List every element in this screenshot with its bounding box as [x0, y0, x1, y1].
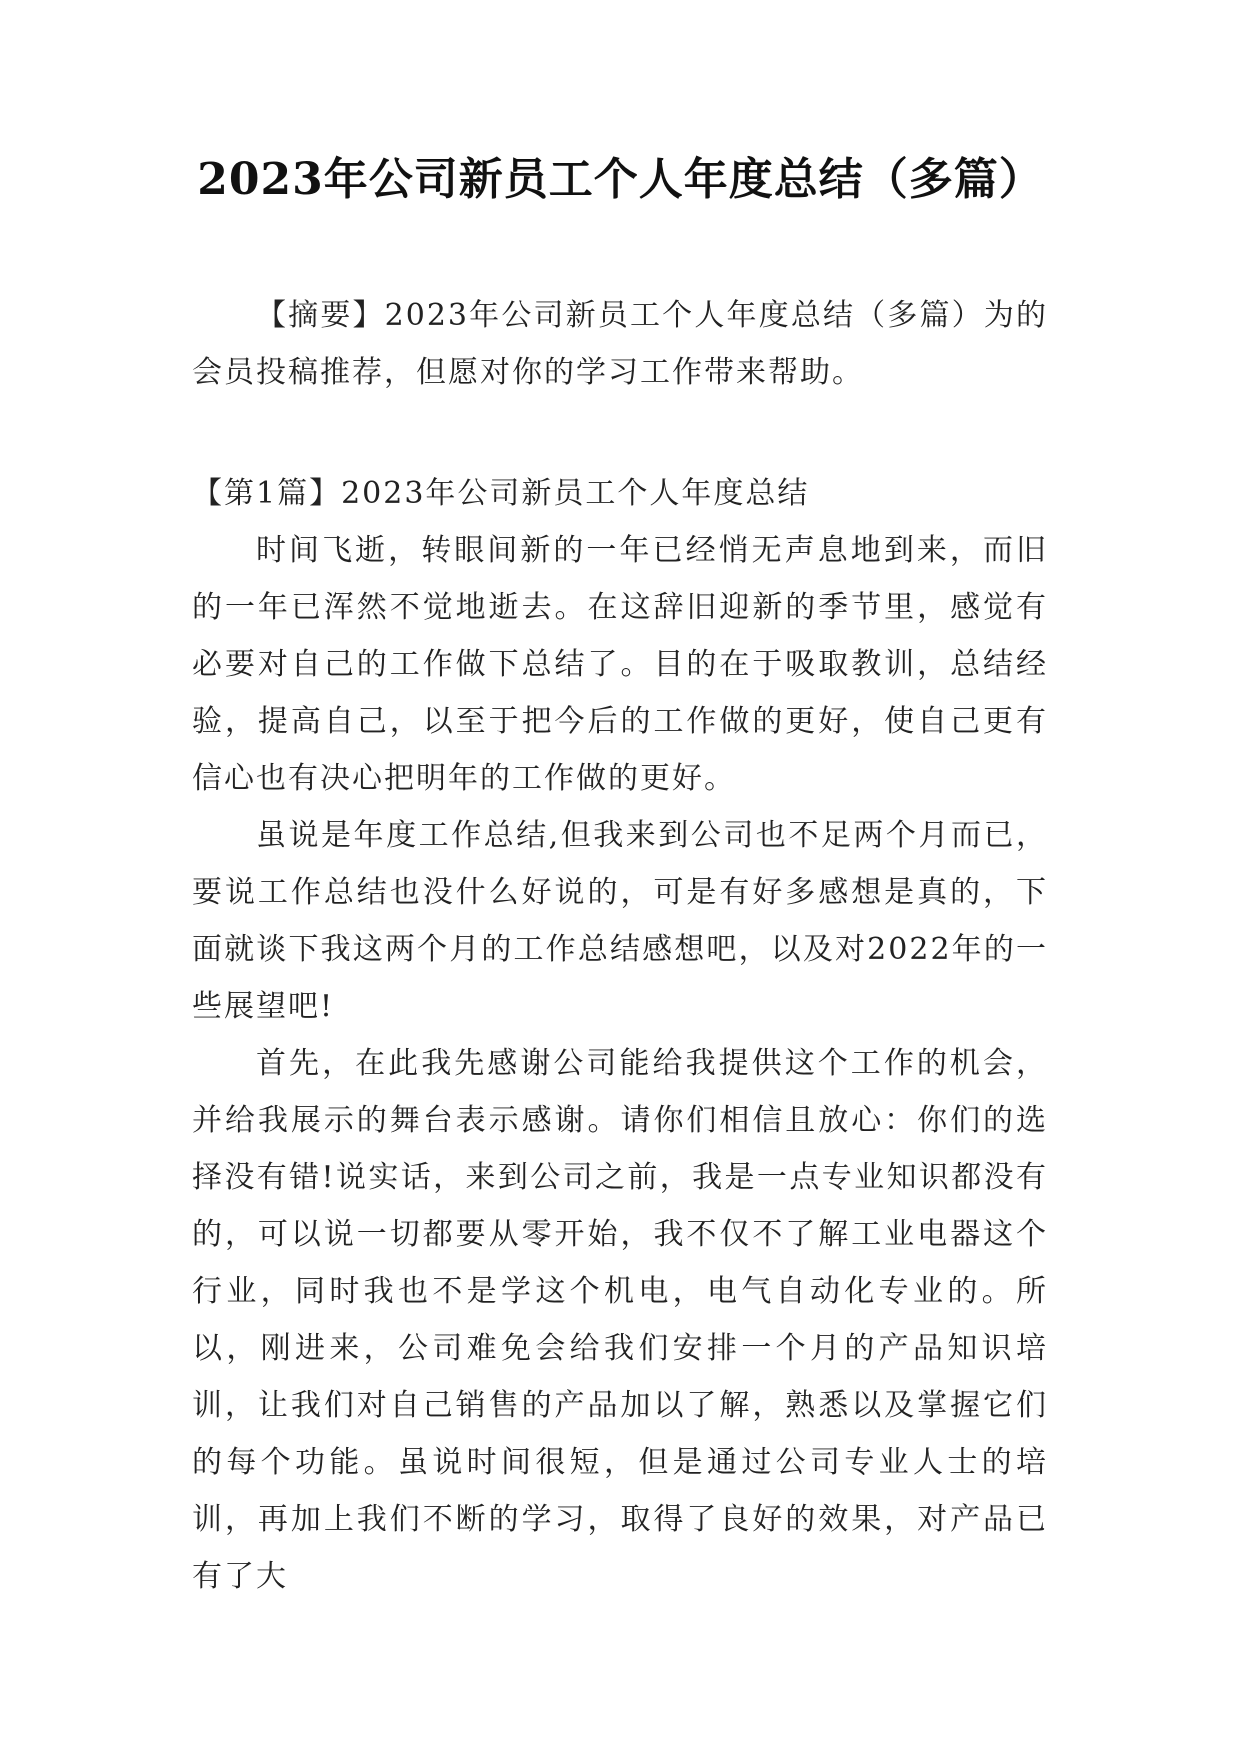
article-paragraph: 首先，在此我先感谢公司能给我提供这个工作的机会，并给我展示的舞台表示感谢。请你们相信且放心：你们的选择没有错!说实话，来到公司之前，我是一点专业知识都没有的，可以说一切都要从零开始，我不仅不了解工业电器这个行业，同时我也不是学这个机电，电气自动化专业的。所以，刚进来，公司难免会给我们安排一个月的产品知识培训，让我们对自己销售的产品加以了解，熟悉以及掌握它们的每个功能。虽说时间很短，但是通过公司专业人士的培训，再加上我们不断的学习，取得了良好的效果，对产品已有了大 [192, 1046, 1048, 1594]
abstract-paragraph: 【摘要】2023年公司新员工个人年度总结（多篇）为的会员投稿推荐，但愿对你的学习工作带来帮助。 [192, 298, 1048, 390]
article-heading: 【第1篇】2023年公司新员工个人年度总结 [192, 476, 810, 511]
abstract-section [192, 287, 1048, 401]
document-title: 2023年公司新员工个人年度总结（多篇） [197, 154, 1044, 205]
article-section [192, 465, 1048, 1605]
article-paragraph: 时间飞逝，转眼间新的一年已经悄无声息地到来，而旧的一年已浑然不觉地逝去。在这辞旧迎新的季节里，感觉有必要对自己的工作做下总结了。目的在于吸取教训，总结经验，提高自己，以至于把今后的工作做的更好，使自己更有信心也有决心把明年的工作做的更好。 [192, 533, 1048, 796]
article-paragraph: 虽说是年度工作总结,但我来到公司也不足两个月而已，要说工作总结也没什么好说的，可是有好多感想是真的，下面就谈下我这两个月的工作总结感想吧，以及对2022年的一些展望吧! [192, 818, 1048, 1024]
